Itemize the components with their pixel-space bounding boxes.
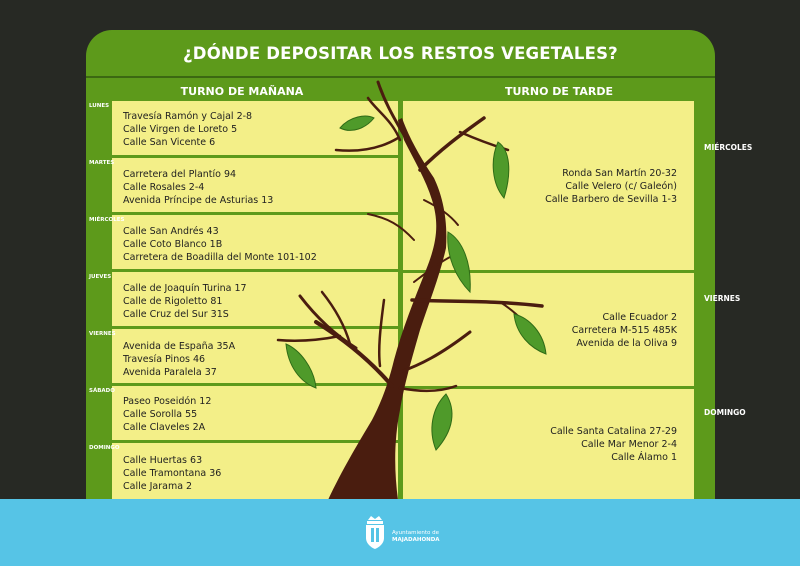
title-divider [86, 76, 715, 78]
day-label: DOMINGO [89, 445, 120, 451]
address-line: Calle Virgen de Loreto 5 [123, 124, 238, 135]
day-label: DOMINGO [704, 408, 746, 417]
day-label: LUNES [89, 103, 110, 109]
day-label: VIERNES [89, 331, 116, 337]
row-divider [401, 386, 715, 389]
address-line: Avenida de la Oliva 9 [576, 338, 677, 349]
day-label: JUEVES [89, 274, 112, 280]
address-line: Avenida Paralela 37 [123, 367, 217, 378]
morning-row-tuesday [86, 158, 404, 215]
day-tab [86, 215, 125, 272]
address-line: Calle Claveles 2A [123, 422, 206, 433]
address-line: Calle San Andrés 43 [123, 226, 219, 237]
address-line: Carretera M-515 485K [571, 325, 677, 336]
address-line: Carretera del Plantío 94 [123, 169, 237, 180]
address-line: Calle Jarama 2 [123, 481, 193, 492]
day-tab [86, 101, 112, 158]
address-line: Calle Rosales 2-4 [123, 182, 205, 193]
morning-row-friday [86, 329, 404, 386]
morning-row-wednesday [86, 215, 404, 272]
morning-row-sunday [86, 443, 404, 499]
afternoon-shift-header: TURNO DE TARDE [504, 84, 614, 98]
day-label: MARTES [89, 160, 115, 166]
day-label: MIÉRCOLES [704, 143, 753, 152]
address-line: Calle Santa Catalina 27-29 [550, 426, 677, 437]
address-line: Calle Tramontana 36 [123, 468, 222, 479]
day-tab-friday [694, 273, 715, 386]
address-line: Calle Álamo 1 [611, 452, 677, 463]
address-line: Calle Huertas 63 [123, 455, 203, 466]
address-line: Calle Velero (c/ Galeón) [565, 181, 677, 192]
address-line: Calle Coto Blanco 1B [123, 239, 223, 250]
address-line: Avenida Príncipe de Asturias 13 [123, 195, 274, 206]
day-tab-sunday [694, 389, 715, 499]
address-line: Calle de Joaquín Turina 17 [123, 283, 247, 294]
address-line: Calle San Vicente 6 [123, 137, 216, 148]
address-line: Paseo Poseidón 12 [123, 396, 212, 407]
logo-line-1: Ayuntamiento de [392, 530, 440, 536]
morning-row-saturday [86, 386, 404, 443]
address-line: Calle de Rigoletto 81 [123, 296, 223, 307]
footer-logo-text [392, 530, 440, 544]
address-line: Calle Sorolla 55 [123, 409, 198, 420]
day-tab [86, 443, 120, 499]
day-label: MIÉRCOLES [89, 217, 125, 223]
logo-line-2: MAJADAHONDA [392, 537, 440, 543]
address-line: Calle Barbero de Sevilla 1-3 [545, 194, 677, 205]
address-line: Avenida de España 35A [123, 341, 236, 352]
day-tab [86, 386, 115, 443]
day-tab [86, 329, 116, 386]
address-line: Travesía Pinos 46 [123, 354, 206, 365]
column-divider [398, 80, 403, 500]
morning-row-monday [86, 101, 404, 158]
address-line: Calle Ecuador 2 [602, 312, 677, 323]
day-label: VIERNES [704, 294, 741, 303]
address-line: Calle Cruz del Sur 31S [123, 309, 229, 320]
address-line: Calle Mar Menor 2-4 [581, 439, 677, 450]
day-label: SÁBADO [89, 388, 115, 394]
row-divider [401, 270, 715, 273]
morning-shift-table [86, 101, 404, 499]
day-tab [86, 158, 115, 215]
address-line: Carretera de Boadilla del Monte 101-102 [123, 252, 317, 263]
day-tab-wednesday [694, 101, 715, 270]
day-tab [86, 272, 112, 329]
address-line: Travesía Ramón y Cajal 2-8 [123, 111, 253, 122]
crest-icon [362, 514, 388, 550]
morning-shift-header: TURNO DE MAÑANA [180, 84, 304, 98]
address-line: Ronda San Martín 20-32 [562, 168, 677, 179]
morning-row-thursday [86, 272, 404, 329]
page-title: ¿DÓNDE DEPOSITAR LOS RESTOS VEGETALES? [183, 43, 618, 63]
